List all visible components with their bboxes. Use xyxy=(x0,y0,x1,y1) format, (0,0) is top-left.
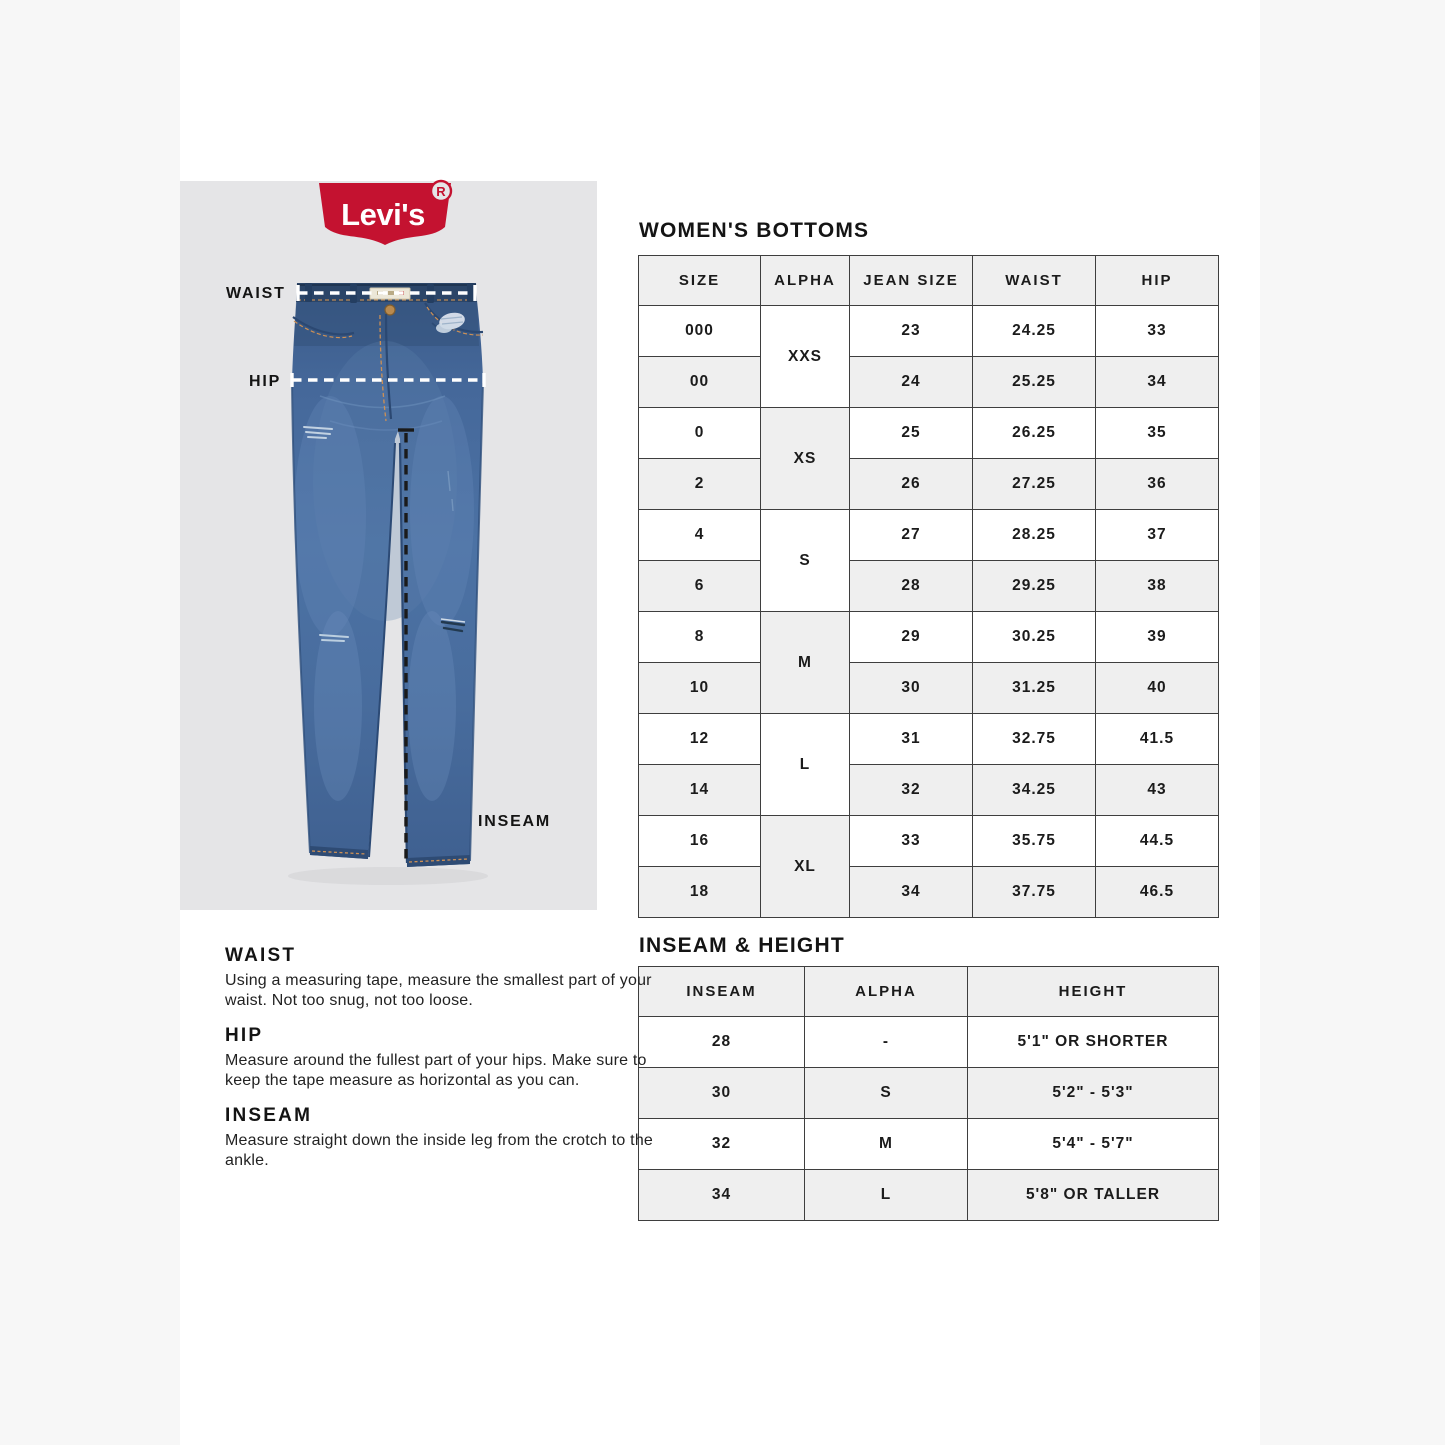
hip-diagram-label: HIP xyxy=(249,373,282,390)
size-cell: 12 xyxy=(639,714,761,765)
jean-size-cell: 25 xyxy=(850,408,973,459)
table-row xyxy=(639,612,1219,663)
hip-cell: 46.5 xyxy=(1096,867,1219,918)
table-row xyxy=(639,561,1219,612)
table-row xyxy=(639,867,1219,918)
hip-cell: 34 xyxy=(1096,357,1219,408)
size-cell: 14 xyxy=(639,765,761,816)
size-cell: 00 xyxy=(639,357,761,408)
waist-cell: 30.25 xyxy=(973,612,1096,663)
hip-cell: 35 xyxy=(1096,408,1219,459)
table-header-row xyxy=(639,256,1219,306)
table-row xyxy=(639,714,1219,765)
womens-bottoms-table xyxy=(638,255,1219,918)
definition-text: Using a measuring tape, measure the smallest part of your waist. Not too snug, not too loose. xyxy=(225,972,652,1009)
waist-cell: 28.25 xyxy=(973,510,1096,561)
height-cell: 5'1" OR SHORTER xyxy=(968,1017,1219,1068)
hip-cell: 37 xyxy=(1096,510,1219,561)
waist-cell: 31.25 xyxy=(973,663,1096,714)
hip-cell: 38 xyxy=(1096,561,1219,612)
table-row xyxy=(639,1068,1219,1119)
waist-cell: 34.25 xyxy=(973,765,1096,816)
size-cell: 000 xyxy=(639,306,761,357)
header-hip: HIP xyxy=(1096,256,1219,306)
inseam-diagram-label: INSEAM xyxy=(478,813,552,830)
jean-size-cell: 24 xyxy=(850,357,973,408)
inseam-cell: 30 xyxy=(639,1068,805,1119)
hip-cell: 44.5 xyxy=(1096,816,1219,867)
table-row xyxy=(639,510,1219,561)
jeans-button xyxy=(385,305,395,315)
definition-inseam xyxy=(225,1106,661,1170)
waist-cell: 25.25 xyxy=(973,357,1096,408)
table-row xyxy=(639,1119,1219,1170)
waist-diagram-label: WAIST xyxy=(226,285,286,302)
waist-cell: 32.75 xyxy=(973,714,1096,765)
inseam-height-table xyxy=(638,966,1219,1221)
table-row xyxy=(639,663,1219,714)
size-cell: 18 xyxy=(639,867,761,918)
size-cell: 2 xyxy=(639,459,761,510)
inseam-cell: 32 xyxy=(639,1119,805,1170)
alpha-cell: L xyxy=(805,1170,968,1221)
size-cell: 0 xyxy=(639,408,761,459)
registered-trademark-letter: R xyxy=(436,184,446,199)
definition-text: Measure straight down the inside leg from the crotch to the ankle. xyxy=(225,1132,654,1169)
jean-size-cell: 29 xyxy=(850,612,973,663)
waist-cell: 27.25 xyxy=(973,459,1096,510)
size-cell: 10 xyxy=(639,663,761,714)
alpha-cell: M xyxy=(805,1119,968,1170)
header-size: SIZE xyxy=(639,256,761,306)
hip-cell: 40 xyxy=(1096,663,1219,714)
definition-hip xyxy=(225,1026,661,1090)
alpha-cell: S xyxy=(805,1068,968,1119)
alpha-cell: S xyxy=(761,510,850,612)
waist-cell: 35.75 xyxy=(973,816,1096,867)
waist-cell: 37.75 xyxy=(973,867,1096,918)
alpha-cell: - xyxy=(805,1017,968,1068)
inseam-cell: 28 xyxy=(639,1017,805,1068)
height-cell: 5'4" - 5'7" xyxy=(968,1119,1219,1170)
table-row xyxy=(639,306,1219,357)
jean-size-cell: 33 xyxy=(850,816,973,867)
size-cell: 6 xyxy=(639,561,761,612)
jean-size-cell: 34 xyxy=(850,867,973,918)
definition-waist xyxy=(225,946,661,1010)
jean-size-cell: 28 xyxy=(850,561,973,612)
table-row xyxy=(639,459,1219,510)
jean-size-cell: 32 xyxy=(850,765,973,816)
header-jean-size: JEAN SIZE xyxy=(850,256,973,306)
waist-cell: 29.25 xyxy=(973,561,1096,612)
alpha-cell: M xyxy=(761,612,850,714)
height-cell: 5'2" - 5'3" xyxy=(968,1068,1219,1119)
table-row xyxy=(639,816,1219,867)
table-row xyxy=(639,765,1219,816)
inseam-cell: 34 xyxy=(639,1170,805,1221)
alpha-cell: XS xyxy=(761,408,850,510)
jean-size-cell: 31 xyxy=(850,714,973,765)
table-row xyxy=(639,408,1219,459)
hip-cell: 33 xyxy=(1096,306,1219,357)
levis-wordmark: Levi's xyxy=(341,197,425,232)
waist-cell: 24.25 xyxy=(973,306,1096,357)
size-guide-card xyxy=(180,0,1260,1445)
jeans-diagram-panel xyxy=(180,181,597,910)
jeans-shadow xyxy=(288,867,488,885)
measurement-definitions xyxy=(225,946,661,1186)
header-height: HEIGHT xyxy=(968,967,1219,1017)
alpha-cell: XXS xyxy=(761,306,850,408)
jean-size-cell: 26 xyxy=(850,459,973,510)
table-row xyxy=(639,1170,1219,1221)
header-waist: WAIST xyxy=(973,256,1096,306)
definition-term: HIP xyxy=(225,1025,264,1046)
header-alpha: ALPHA xyxy=(761,256,850,306)
levis-logo xyxy=(318,178,454,248)
inseam-table-title: INSEAM & HEIGHT xyxy=(639,934,845,957)
size-cell: 4 xyxy=(639,510,761,561)
table-row xyxy=(639,1017,1219,1068)
waist-cell: 26.25 xyxy=(973,408,1096,459)
header-inseam: INSEAM xyxy=(639,967,805,1017)
header-alpha: ALPHA xyxy=(805,967,968,1017)
definition-term: INSEAM xyxy=(225,1105,313,1126)
alpha-cell: XL xyxy=(761,816,850,918)
size-cell: 16 xyxy=(639,816,761,867)
definition-text: Measure around the fullest part of your hips. Make sure to keep the tape measure as horizontal as you can. xyxy=(225,1052,647,1089)
bottoms-table-title: WOMEN'S BOTTOMS xyxy=(639,219,870,242)
hip-cell: 39 xyxy=(1096,612,1219,663)
alpha-cell: L xyxy=(761,714,850,816)
jean-size-cell: 23 xyxy=(850,306,973,357)
size-cell: 8 xyxy=(639,612,761,663)
jean-size-cell: 30 xyxy=(850,663,973,714)
table-row xyxy=(639,357,1219,408)
jean-size-cell: 27 xyxy=(850,510,973,561)
hip-cell: 36 xyxy=(1096,459,1219,510)
hip-cell: 41.5 xyxy=(1096,714,1219,765)
hip-cell: 43 xyxy=(1096,765,1219,816)
height-cell: 5'8" OR TALLER xyxy=(968,1170,1219,1221)
table-header-row xyxy=(639,967,1219,1017)
definition-term: WAIST xyxy=(225,945,297,966)
